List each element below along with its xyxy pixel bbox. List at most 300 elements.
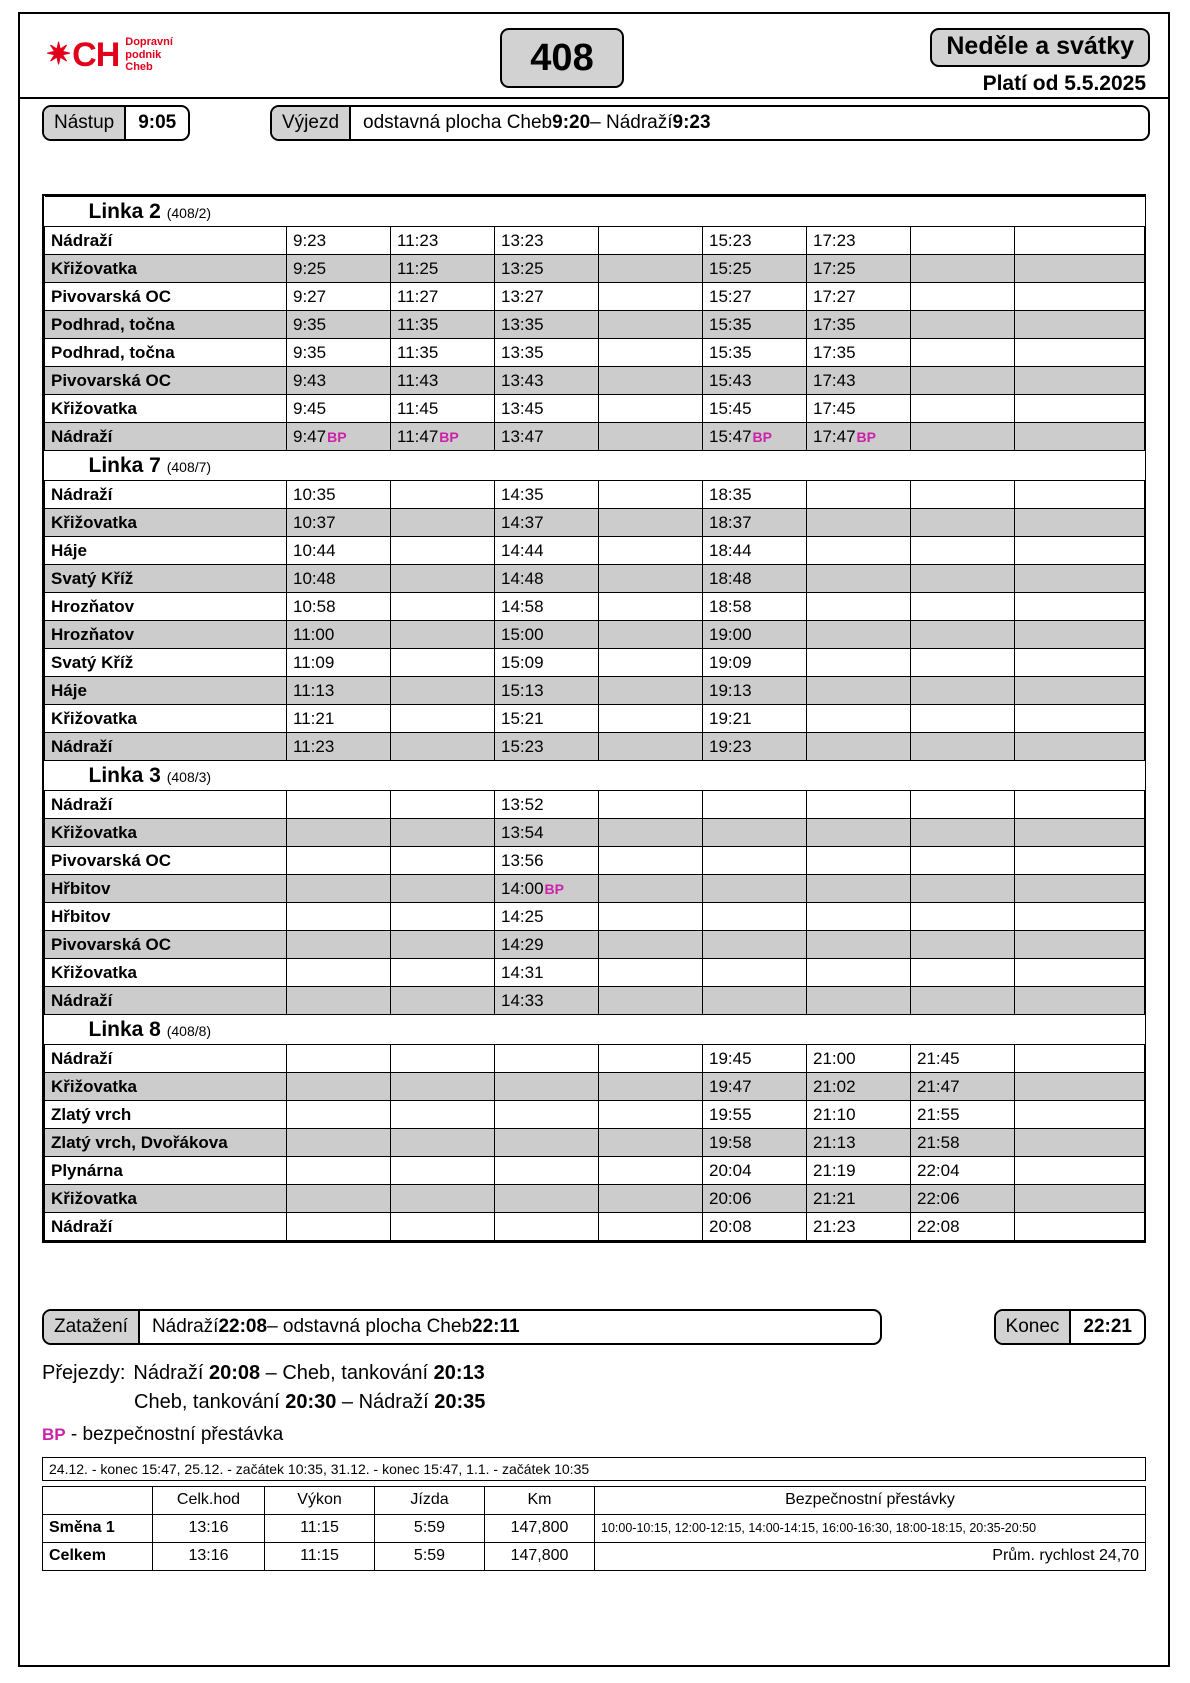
vyjezd-box xyxy=(270,105,1150,141)
departure-time-cell: 15:23 xyxy=(703,227,807,255)
departure-time-cell xyxy=(1015,791,1145,819)
departure-time-cell xyxy=(1015,339,1145,367)
departure-time-cell: 17:47BP xyxy=(807,423,911,451)
bp-legend-text: - bezpečnostní přestávka xyxy=(65,1424,284,1445)
departure-time-cell xyxy=(807,565,911,593)
summary-breaks: Prům. rychlost 24,70 xyxy=(595,1542,1146,1570)
departure-time-cell xyxy=(1015,1045,1145,1073)
departure-time-cell xyxy=(807,791,911,819)
departure-time-cell xyxy=(599,677,703,705)
departure-time-cell: 21:00 xyxy=(807,1045,911,1073)
departure-time-cell xyxy=(1015,847,1145,875)
departure-time-cell xyxy=(391,677,495,705)
departure-time-cell xyxy=(1015,875,1145,903)
table-row xyxy=(45,509,1145,537)
departure-time-cell xyxy=(1015,903,1145,931)
logo-subtitle xyxy=(125,36,173,74)
departure-time-cell: 11:23 xyxy=(391,227,495,255)
table-row xyxy=(45,1045,1145,1073)
departure-time-cell xyxy=(599,987,703,1015)
departure-time-cell xyxy=(1015,509,1145,537)
table-row xyxy=(45,931,1145,959)
table-row xyxy=(45,1101,1145,1129)
departure-time-cell xyxy=(911,959,1015,987)
summary-shift-name: Směna 1 xyxy=(43,1514,153,1542)
table-row xyxy=(45,339,1145,367)
departure-time-cell xyxy=(599,649,703,677)
summary-header-row xyxy=(43,1486,1146,1514)
departure-time-cell: 9:23 xyxy=(287,227,391,255)
logo-subtitle-line1: Dopravní xyxy=(125,36,173,48)
departure-time-cell: 11:09 xyxy=(287,649,391,677)
departure-time-cell: 15:43 xyxy=(703,367,807,395)
departure-time-cell xyxy=(599,423,703,451)
departure-time-cell xyxy=(807,819,911,847)
departure-time-cell: 14:31 xyxy=(495,959,599,987)
departure-time-cell xyxy=(807,733,911,761)
departure-time-cell: 19:13 xyxy=(703,677,807,705)
departure-time-cell: 10:48 xyxy=(287,565,391,593)
departure-time-cell xyxy=(807,649,911,677)
departure-time-cell xyxy=(599,875,703,903)
departure-time-cell: 14:25 xyxy=(495,903,599,931)
table-row xyxy=(45,1157,1145,1185)
stop-name-cell: Hřbitov xyxy=(45,903,287,931)
logo-subtitle-line3: Cheb xyxy=(125,61,153,74)
table-row xyxy=(45,847,1145,875)
departure-time-cell: 13:56 xyxy=(495,847,599,875)
line-code: (408/8) xyxy=(166,1022,212,1039)
departure-time-cell xyxy=(807,481,911,509)
departure-time-cell: 20:06 xyxy=(703,1185,807,1213)
stop-name-cell: Křižovatka xyxy=(45,1185,287,1213)
departure-time-cell xyxy=(599,227,703,255)
konec-value: 22:21 xyxy=(1083,1315,1132,1337)
departure-time-cell: 17:25 xyxy=(807,255,911,283)
departure-time-cell xyxy=(807,705,911,733)
departure-time-cell xyxy=(703,931,807,959)
bp-marker: BP xyxy=(856,428,876,445)
departure-time-cell xyxy=(391,1045,495,1073)
departure-time-cell xyxy=(391,733,495,761)
departure-time-cell xyxy=(599,1185,703,1213)
departure-time-cell xyxy=(1015,705,1145,733)
departure-time-cell: 19:55 xyxy=(703,1101,807,1129)
departure-time-cell xyxy=(391,537,495,565)
departure-time-cell xyxy=(599,819,703,847)
line-header-row xyxy=(45,1015,1145,1045)
departure-time-cell xyxy=(911,791,1015,819)
departure-time-cell xyxy=(807,959,911,987)
departure-time-cell xyxy=(391,593,495,621)
departure-time-cell: 20:08 xyxy=(703,1213,807,1241)
departure-time-cell: 14:44 xyxy=(495,537,599,565)
nastup-value: 9:05 xyxy=(138,111,177,133)
table-row xyxy=(45,1185,1145,1213)
departure-time-cell xyxy=(391,903,495,931)
departure-time-cell xyxy=(391,1129,495,1157)
prejezdy-2-separator: – Nádraží xyxy=(336,1391,435,1413)
departure-time-cell: 9:35 xyxy=(287,339,391,367)
departure-time-cell: 19:09 xyxy=(703,649,807,677)
departure-time-cell: 9:27 xyxy=(287,283,391,311)
departure-time-cell xyxy=(599,791,703,819)
departure-time-cell xyxy=(1015,537,1145,565)
table-row xyxy=(45,423,1145,451)
departure-time-cell xyxy=(807,987,911,1015)
stop-name-cell: Nádraží xyxy=(45,733,287,761)
summary-header-cell: Km xyxy=(485,1486,595,1514)
departure-time-cell: 21:55 xyxy=(911,1101,1015,1129)
summary-output: 11:15 xyxy=(265,1542,375,1570)
departure-time-cell xyxy=(911,509,1015,537)
departure-time-cell xyxy=(911,705,1015,733)
departure-time-cell xyxy=(807,537,911,565)
departure-time-cell: 11:25 xyxy=(391,255,495,283)
departure-time-cell xyxy=(391,621,495,649)
departure-time-cell: 15:23 xyxy=(495,733,599,761)
summary-header-cell: Výkon xyxy=(265,1486,375,1514)
departure-time-cell: 17:43 xyxy=(807,367,911,395)
departure-time-cell xyxy=(599,509,703,537)
departure-time-cell: 20:04 xyxy=(703,1157,807,1185)
departure-time-cell xyxy=(495,1129,599,1157)
logo-subtitle-line2: podnik xyxy=(125,48,162,61)
departure-time-cell: 13:54 xyxy=(495,819,599,847)
departure-time-cell xyxy=(599,1213,703,1241)
vyjezd-prefix: odstavná plocha Cheb xyxy=(363,111,553,133)
departure-time-cell xyxy=(911,395,1015,423)
departure-time-cell xyxy=(1015,565,1145,593)
zatazeni-time-2: 22:11 xyxy=(472,1315,520,1337)
departure-time-cell xyxy=(391,1073,495,1101)
departure-time-cell: 21:47 xyxy=(911,1073,1015,1101)
nastup-label: Nástup xyxy=(44,107,126,139)
departure-time-cell: 11:27 xyxy=(391,283,495,311)
route-number-badge: 408 xyxy=(500,28,624,88)
departure-time-cell xyxy=(391,481,495,509)
departure-time-cell xyxy=(911,677,1015,705)
stop-name-cell: Pivovarská OC xyxy=(45,367,287,395)
departure-time-cell: 14:48 xyxy=(495,565,599,593)
departure-time-cell: 15:09 xyxy=(495,649,599,677)
line-header-row xyxy=(45,451,1145,481)
departure-time-cell: 18:48 xyxy=(703,565,807,593)
departure-time-cell xyxy=(391,959,495,987)
departure-time-cell xyxy=(495,1185,599,1213)
departure-time-cell: 14:29 xyxy=(495,931,599,959)
departure-time-cell: 10:44 xyxy=(287,537,391,565)
departure-time-cell xyxy=(1015,1157,1145,1185)
stop-name-cell: Hřbitov xyxy=(45,875,287,903)
departure-time-cell: 15:35 xyxy=(703,311,807,339)
departure-time-cell: 13:52 xyxy=(495,791,599,819)
bp-marker: BP xyxy=(544,880,564,897)
stop-name-cell: Svatý Kříž xyxy=(45,565,287,593)
nastup-box xyxy=(42,105,190,141)
prejezdy-1-time-1: 20:08 xyxy=(208,1362,261,1384)
departure-time-cell xyxy=(1015,1101,1145,1129)
departure-time-cell: 15:47BP xyxy=(703,423,807,451)
line-header-cell xyxy=(45,1015,1145,1045)
stop-name-cell: Zlatý vrch, Dvořákova xyxy=(45,1129,287,1157)
departure-time-cell xyxy=(287,903,391,931)
departure-time-cell xyxy=(1015,733,1145,761)
table-row xyxy=(45,791,1145,819)
special-dates-note: 24.12. - konec 15:47, 25.12. - začátek 10:35, 31.12. - konec 15:47, 1.1. - začátek 10:35 xyxy=(42,1457,1146,1481)
bp-marker: BP xyxy=(327,428,347,445)
stop-name-cell: Hrozňatov xyxy=(45,593,287,621)
departure-time-cell xyxy=(1015,311,1145,339)
departure-time-cell xyxy=(1015,959,1145,987)
departure-time-cell xyxy=(807,509,911,537)
departure-time-cell: 15:21 xyxy=(495,705,599,733)
departure-time-cell: 15:25 xyxy=(703,255,807,283)
departure-time-cell xyxy=(495,1213,599,1241)
departure-time-cell xyxy=(807,677,911,705)
table-row xyxy=(45,733,1145,761)
departure-time-cell: 17:45 xyxy=(807,395,911,423)
departure-time-cell: 18:35 xyxy=(703,481,807,509)
departure-time-cell: 15:00 xyxy=(495,621,599,649)
table-row xyxy=(45,565,1145,593)
timetable-page xyxy=(18,12,1170,1667)
page-header xyxy=(20,14,1168,99)
departure-time-cell: 9:47BP xyxy=(287,423,391,451)
departure-time-cell xyxy=(1015,423,1145,451)
departure-time-cell xyxy=(495,1101,599,1129)
departure-time-cell: 21:02 xyxy=(807,1073,911,1101)
stop-name-cell: Křižovatka xyxy=(45,509,287,537)
top-info-bar xyxy=(20,99,1168,154)
departure-time-cell: 9:35 xyxy=(287,311,391,339)
departure-time-cell xyxy=(911,481,1015,509)
departure-time-cell xyxy=(911,819,1015,847)
departure-time-cell: 21:23 xyxy=(807,1213,911,1241)
table-row xyxy=(45,255,1145,283)
footer-area xyxy=(42,1309,1146,1571)
stop-name-cell: Nádraží xyxy=(45,791,287,819)
vyjezd-label: Výjezd xyxy=(272,107,351,139)
departure-time-cell: 14:33 xyxy=(495,987,599,1015)
departure-time-cell xyxy=(911,875,1015,903)
departure-time-cell xyxy=(391,931,495,959)
line-label: Linka 3 xyxy=(88,763,167,787)
table-row xyxy=(45,1073,1145,1101)
summary-output: 11:15 xyxy=(265,1514,375,1542)
departure-time-cell xyxy=(807,931,911,959)
departure-time-cell xyxy=(1015,395,1145,423)
departure-time-cell xyxy=(1015,481,1145,509)
summary-km: 147,800 xyxy=(485,1514,595,1542)
table-row xyxy=(45,677,1145,705)
departure-time-cell: 11:13 xyxy=(287,677,391,705)
summary-header-cell xyxy=(43,1486,153,1514)
departure-time-cell: 14:00BP xyxy=(495,875,599,903)
departure-time-cell: 11:45 xyxy=(391,395,495,423)
departure-time-cell xyxy=(911,565,1015,593)
bp-key: BP xyxy=(42,1425,66,1444)
departure-time-cell: 15:13 xyxy=(495,677,599,705)
summary-total-hours: 13:16 xyxy=(153,1514,265,1542)
stop-name-cell: Nádraží xyxy=(45,1045,287,1073)
departure-time-cell xyxy=(911,847,1015,875)
departure-time-cell: 19:47 xyxy=(703,1073,807,1101)
zatazeni-row xyxy=(42,1309,1146,1349)
departure-time-cell xyxy=(599,283,703,311)
departure-time-cell xyxy=(1015,621,1145,649)
departure-time-cell xyxy=(599,1129,703,1157)
departure-time-cell: 13:35 xyxy=(495,339,599,367)
departure-time-cell xyxy=(911,593,1015,621)
departure-time-cell xyxy=(495,1045,599,1073)
departure-time-cell: 11:35 xyxy=(391,311,495,339)
departure-time-cell xyxy=(807,875,911,903)
departure-time-cell: 13:47 xyxy=(495,423,599,451)
departure-time-cell: 9:45 xyxy=(287,395,391,423)
stop-name-cell: Nádraží xyxy=(45,987,287,1015)
konec-label: Konec xyxy=(996,1311,1072,1343)
departure-time-cell: 19:21 xyxy=(703,705,807,733)
departure-time-cell: 17:27 xyxy=(807,283,911,311)
summary-header-cell: Bezpečnostní přestávky xyxy=(595,1486,1146,1514)
zatazeni-separator: – odstavná plocha Cheb xyxy=(267,1315,473,1337)
departure-time-cell xyxy=(287,987,391,1015)
valid-from-label: Platí od 5.5.2025 xyxy=(982,72,1146,95)
departure-time-cell xyxy=(1015,649,1145,677)
departure-time-cell: 15:27 xyxy=(703,283,807,311)
departure-time-cell xyxy=(911,931,1015,959)
stop-name-cell: Nádraží xyxy=(45,423,287,451)
departure-time-cell xyxy=(911,987,1015,1015)
line-header-cell xyxy=(45,761,1145,791)
departure-time-cell xyxy=(287,931,391,959)
stop-name-cell: Zlatý vrch xyxy=(45,1101,287,1129)
departure-time-cell xyxy=(287,1073,391,1101)
departure-time-cell xyxy=(391,705,495,733)
line-header-row xyxy=(45,761,1145,791)
departure-time-cell: 18:44 xyxy=(703,537,807,565)
departure-time-cell xyxy=(287,819,391,847)
prejezdy-line-2 xyxy=(42,1388,1146,1417)
departure-time-cell xyxy=(287,959,391,987)
prejezdy-2-time-1: 20:30 xyxy=(285,1391,337,1413)
departure-time-cell xyxy=(599,255,703,283)
zatazeni-label: Zatažení xyxy=(44,1311,140,1343)
departure-time-cell: 19:58 xyxy=(703,1129,807,1157)
departure-time-cell xyxy=(287,1101,391,1129)
departure-time-cell: 14:58 xyxy=(495,593,599,621)
departure-time-cell xyxy=(1015,1185,1145,1213)
line-label: Linka 7 xyxy=(88,453,167,477)
star-icon: ✷ xyxy=(46,37,72,71)
departure-time-cell xyxy=(495,1073,599,1101)
line-label: Linka 8 xyxy=(88,1017,167,1041)
departure-time-cell: 13:23 xyxy=(495,227,599,255)
departure-time-cell: 17:35 xyxy=(807,311,911,339)
vyjezd-time-2: 9:23 xyxy=(672,111,711,133)
table-row xyxy=(45,819,1145,847)
table-row xyxy=(45,1129,1145,1157)
summary-table xyxy=(42,1486,1146,1571)
prejezdy-1-separator: – Cheb, tankování xyxy=(260,1362,434,1384)
departure-time-cell xyxy=(287,875,391,903)
departure-time-cell xyxy=(599,733,703,761)
table-row xyxy=(45,987,1145,1015)
vyjezd-time-1: 9:20 xyxy=(552,111,591,133)
table-row xyxy=(45,959,1145,987)
departure-time-cell xyxy=(391,819,495,847)
table-row xyxy=(45,227,1145,255)
departure-time-cell: 13:45 xyxy=(495,395,599,423)
departure-time-cell xyxy=(807,621,911,649)
departure-time-cell xyxy=(599,847,703,875)
zatazeni-prefix: Nádraží xyxy=(151,1315,219,1337)
departure-time-cell xyxy=(1015,255,1145,283)
summary-row xyxy=(43,1514,1146,1542)
departure-time-cell: 11:35 xyxy=(391,339,495,367)
stop-name-cell: Pivovarská OC xyxy=(45,931,287,959)
departure-time-cell: 13:25 xyxy=(495,255,599,283)
stop-name-cell: Křižovatka xyxy=(45,395,287,423)
departure-time-cell: 10:37 xyxy=(287,509,391,537)
departure-time-cell: 14:37 xyxy=(495,509,599,537)
departure-time-cell: 19:45 xyxy=(703,1045,807,1073)
departure-time-cell xyxy=(911,649,1015,677)
day-type-badge: Neděle a svátky xyxy=(930,28,1150,67)
departure-time-cell xyxy=(599,621,703,649)
vyjezd-separator: – Nádraží xyxy=(590,111,673,133)
schedule-table-wrap xyxy=(42,194,1146,1243)
konec-box xyxy=(994,1309,1146,1345)
departure-time-cell xyxy=(287,1185,391,1213)
stop-name-cell: Nádraží xyxy=(45,1213,287,1241)
departure-time-cell: 22:06 xyxy=(911,1185,1015,1213)
departure-time-cell xyxy=(911,227,1015,255)
departure-time-cell xyxy=(599,339,703,367)
departure-time-cell xyxy=(703,847,807,875)
summary-header-cell: Jízda xyxy=(375,1486,485,1514)
departure-time-cell xyxy=(391,1157,495,1185)
departure-time-cell xyxy=(1015,819,1145,847)
zatazeni-time-1: 22:08 xyxy=(218,1315,268,1337)
line-code: (408/7) xyxy=(166,458,212,475)
departure-time-cell: 11:47BP xyxy=(391,423,495,451)
departure-time-cell xyxy=(911,537,1015,565)
stop-name-cell: Křižovatka xyxy=(45,959,287,987)
stop-name-cell: Nádraží xyxy=(45,481,287,509)
line-header-row xyxy=(45,197,1145,227)
stop-name-cell: Háje xyxy=(45,677,287,705)
departure-time-cell xyxy=(391,509,495,537)
departure-time-cell xyxy=(599,537,703,565)
departure-time-cell: 18:58 xyxy=(703,593,807,621)
departure-time-cell: 15:35 xyxy=(703,339,807,367)
departure-time-cell xyxy=(391,565,495,593)
prejezdy-label: Přejezdy: xyxy=(42,1362,126,1384)
departure-time-cell: 18:37 xyxy=(703,509,807,537)
table-row xyxy=(45,593,1145,621)
departure-time-cell xyxy=(911,903,1015,931)
table-row xyxy=(45,537,1145,565)
summary-row xyxy=(43,1542,1146,1570)
departure-time-cell xyxy=(807,593,911,621)
departure-time-cell xyxy=(599,1157,703,1185)
table-row xyxy=(45,283,1145,311)
departure-time-cell xyxy=(287,1045,391,1073)
line-header-cell xyxy=(45,197,1145,227)
vyjezd-value xyxy=(351,107,723,139)
